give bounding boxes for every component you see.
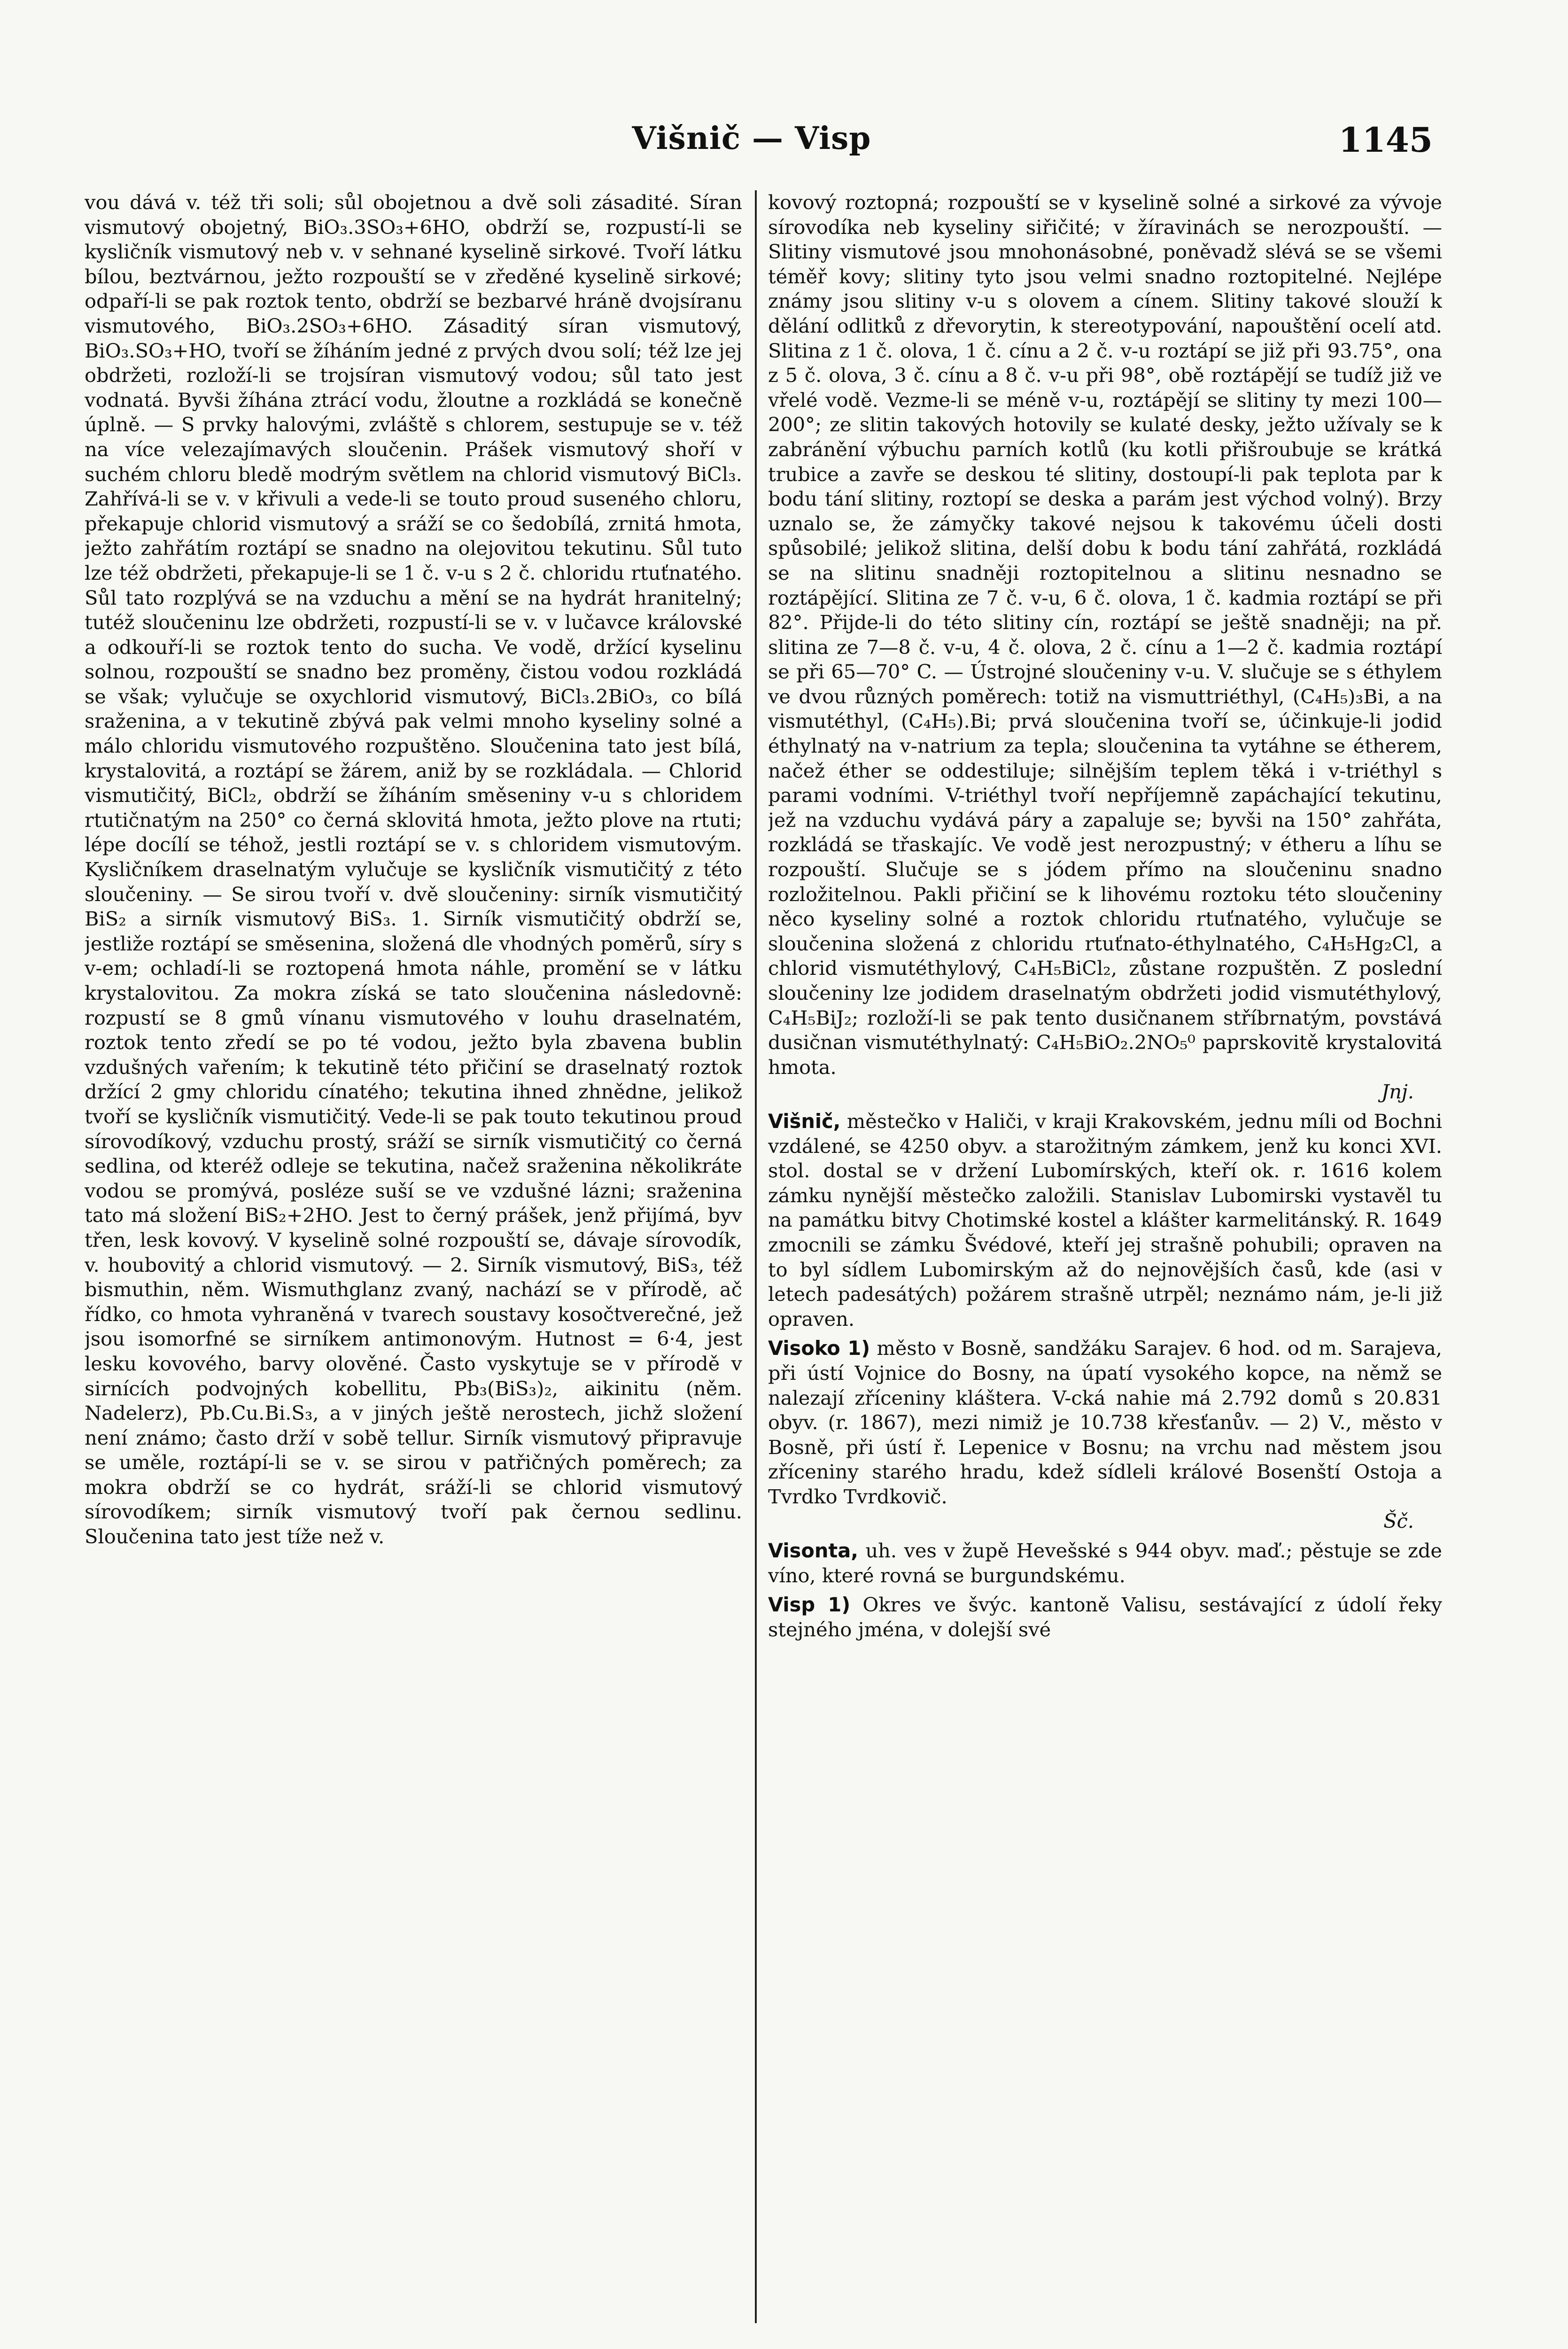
right-column: [768, 190, 1442, 2323]
entry-visnic: [768, 1109, 1442, 1331]
running-title: Višnič — Visp: [632, 120, 871, 156]
left-column: [85, 190, 742, 2323]
page-number: 1145: [1338, 120, 1433, 160]
entry-visoko: [768, 1336, 1442, 1534]
author-signature: Jnj.: [1381, 1080, 1414, 1104]
entry-text: městečko v Haliči, v kraji Krakovském, jednu míli od Bochni vzdálené, se 4250 obyv. a starožitným zámkem, jenž ku konci XVI. stol. dostal se v držení Lubomírských, kteří ok. r. 1616 kolem zámku nynější městečko založili. Stanislav Lubomirski vystavěl tu na památku bitvy Chotimské kostel a klášter karmelitánský. R. 1649 zmocnili se zámku Švédové, kteří jej strašně pohubili; opraven na to byl sídlem Lubomirským až do nejnovějších časů, kde (asi v letech padesátých) požárem strašně utrpěl; neznámo nám, je-li již opraven.: [768, 1109, 1442, 1330]
entry-headword: Visonta,: [768, 1539, 858, 1563]
page-header: [70, 120, 1433, 171]
entry-text: uh. ves v župě Hevešské s 944 obyv. maď.; pěstuje se zde víno, které rovná se burgundskému.: [768, 1539, 1442, 1587]
entry-visp: [768, 1593, 1442, 1642]
entry-vismut-continued: [768, 190, 1442, 1104]
author-signature: Šč.: [1383, 1509, 1414, 1533]
entry-headword: Višnič,: [768, 1109, 841, 1133]
entry-vismut-text: kovový roztopná; rozpouští se v kyselině solné a sirkové za vývoje sírovodíka neb kyseliny siřičité; v žíravinách se nerozpouští. — Slitiny vismutové jsou mnohonásobné, poněvadž slévá se se všemi téměř kovy; slitiny tyto jsou velmi snadno roztopitelné. Nejlépe známy jsou slitiny v-u s olovem a cínem. Slitiny takové slouží k dělání odlitků z dřevorytin, k stereotypování, napouštění ocelí atd. Slitina z 1 č. olova, 1 č. cínu a 2 č. v-u roztápí se již při 93.75°, ona z 5 č. olova, 3 č. cínu a 8 č. v-u při 98°, obě roztápějí se tudíž již ve vřelé vodě. Vezme-li se méně v-u, roztápějí se slitiny ty mezi 100—200°; ze slitin takových hotovily se kulaté desky, ježto užívaly se k zabránění výbuchu parních kotlů (ku kotli přišroubuje se krátká trubice a zavře se deskou té slitiny, dostoupí-li pak teplota par k bodu tání slitiny, roztopí se deska a parám jest východ volný). Brzy uznalo se, že zámyčky takové nejsou k takovému účeli dosti spůsobilé; jelikož slitina, delší dobu k bodu tání zahřátá, rozkládá se na slitinu snadněji roztopitelnou a slitinu nesnadno se roztápějící. Slitina ze 7 č. v-u, 6 č. olova, 1 č. kadmia roztápí se při 82°. Přijde-li do této slitiny cín, roztápí se ještě snadněji; na př. slitina ze 7—8 č. v-u, 4 č. olova, 2 č. cínu a 1—2 č. kadmia roztápí se při 65—70° C. — Ústrojné sloučeniny v-u. V. slučuje se s éthylem ve dvou různých poměrech: totiž na vismuttriéthyl, (C₄H₅)₃Bi, a na vismutéthyl, (C₄H₅).Bi; prvá sloučenina tvoří se, účinkuje-li jodid éthylnatý na v-natrium za tepla; sloučenina ta vytáhne se étherem, načež éther se oddestiluje; silnějším teplem těká i v-triéthyl s parami vodními. V-triéthyl tvoří nepříjemně zapáchající tekutinu, jež na vzduchu vydává páry a zapaluje se; byvši na 150° zahřáta, rozkládá se třaskajíc. Ve vodě jest nerozpustný; v étheru a líhu se rozpouští. Slučuje se s jódem přímo na sloučeninu snadno rozložitelnou. Pakli přičiní se k lihovému roztoku této sloučeniny něco kyseliny solné a roztok chloridu rtuťnatého, vylučuje se sloučenina složená z chloridu rtuťnato-éthylnatého, C₄H₅Hg₂Cl, a chlorid vismutéthylový, C₄H₅BiCl₂, zůstane rozpuštěn. Z poslední sloučeniny lze jodidem draselnatým obdržeti jodid vismutéthylový, C₄H₅BiJ₂; rozloží-li se pak tento dusičnanem stříbrnatým, povstává dusičnan vismutéthylnatý: C₄H₅BiO₂.2NO₅⁰ paprskovitě krystalovitá hmota.: [768, 191, 1442, 1079]
entry-headword: Visoko 1): [768, 1337, 870, 1360]
entry-text: město v Bosně, sandžáku Sarajev. 6 hod. od m. Sarajeva, při ústí Vojnice do Bosny, na úpatí vysokého kopce, na němž se nalezají zříceniny kláštera. V-cká nahie má 2.792 domů s 20.831 obyv. (r. 1867), mezi nimiž je 10.738 křesťanův. — 2) V., město v Bosně, při ústí ř. Lepenice v Bosnu; na vrchu nad městem jsou zříceniny starého hradu, kdež sídleli králové Bosenští Ostoja a Tvrdko Tvrdkovič.: [768, 1337, 1442, 1508]
left-column-text: vou dává v. též tři soli; sůl obojetnou a dvě soli zásadité. Síran vismutový obojetný, BiO₃.3SO₃+6HO, obdrží se, rozpustí-li se kysličník vismutový neb v. v sehnané kyselině sirkové. Tvoří látku bílou, beztvárnou, ježto rozpouští se v zředěné kyselině sirkové; odpaří-li se pak roztok tento, obdrží se bezbarvé hráně dvojsíranu vismutového, BiO₃.2SO₃+6HO. Zásaditý síran vismutový, BiO₃.SO₃+HO, tvoří se žíháním jedné z prvých dvou solí; též lze jej obdržeti, rozloží-li se trojsíran vismutový vodou; sůl tato jest vodnatá. Byvši žíhána ztrácí vodu, žloutne a rozkládá se konečně úplně. — S prvky halovými, zvláště s chlorem, sestupuje se v. též na více velezajímavých sloučenin. Prášek vismutový shoří v suchém chloru bledě modrým světlem na chlorid vismutový BiCl₃. Zahřívá-li se v. v křivuli a vede-li se touto proud suseného chloru, překapuje chlorid vismutový a sráží se co šedobílá, zrnitá hmota, ježto zahřátím roztápí se snadno na olejovitou tekutinu. Sůl tuto lze též obdržeti, překapuje-li se 1 č. v-u s 2 č. chloridu rtuťnatého. Sůl tato rozplývá se na vzduchu a mění se na hydrát hranitelný; tutéž sloučeninu lze obdržeti, rozpustí-li se v. v lučavce královské a odkouří-li se roztok tento do sucha. Ve vodě, držící kyselinu solnou, rozpouští se snadno bez proměny, čistou vodou rozkládá se však; vylučuje se oxychlorid vismutový, BiCl₃.2BiO₃, co bílá sraženina, a v tekutině zbývá pak velmi mnoho kyseliny solné a málo chloridu vismutového rozpuštěno. Sloučenina tato jest bílá, krystalovitá, a roztápí se žárem, aniž by se rozkládala. — Chlorid vismutičitý, BiCl₂, obdrží se žíháním směseniny v-u s chloridem rtutičnatým na 250° co černá sklovitá hmota, ježto plove na rtuti; lépe docílí se téhož, jestli roztápí se v. s chloridem vismutovým. Kysličníkem draselnatým vylučuje se kysličník vismutičitý z této sloučeniny. — Se sirou tvoří v. dvě sloučeniny: sirník vismutičitý BiS₂ a sirník vismutový BiS₃. 1. Sirník vismutičitý obdrží se, jestliže roztápí se směsenina, složená dle vhodných poměrů, síry s v-em; ochladí-li se roztopená hmota náhle, promění se v látku krystalovitou. Za mokra získá se tato sloučenina následovně: rozpustí se 8 gmů vínanu vismutového v louhu draselnatém, roztok tento zředí se po té vodou, ježto byla zbavena bublin vzdušných vařením; k tekutině této přičiní se draselnatý roztok držící 2 gmy chloridu cínatého; tekutina ihned zhnědne, jelikož tvoří se kysličník vismutičitý. Vede-li se pak touto tekutinou proud sírovodíkový, vzduchu prostý, sráží se sirník vismutičitý co černá sedlina, od kteréž odleje se tekutina, načež sraženina několikráte vodou se promývá, posléze suší se ve vzdušné lázni; sraženina tato má složení BiS₂+2HO. Jest to černý prášek, jenž přijímá, byv třen, lesk kovový. V kyselině solné rozpouští se, dávaje sírovodík, v. houbovitý a chlorid vismutový. — 2. Sirník vismutový, BiS₃, též bismuthin, něm. Wismuthglanz zvaný, nachází se v přírodě, ač řídko, co hmota vyhraněná v tvarech soustavy kosočtverečné, jež jsou isomorfné se sirníkem antimonovým. Hutnost = 6·4, jest lesku kovového, barvy olověné. Často vyskytuje se v přírodě v sirnících podvojných kobellitu, Pb₃(BiS₃)₂, aikinitu (něm. Nadelerz), Pb.Cu.Bi.S₃, a v jiných ještě nerostech, jichž složení není známo; často drží v sobě tellur. Sirník vismutový připravuje se uměle, roztápí-li se v. se sirou v patřičných poměrech; za mokra obdrží se co hydrát, sráží-li se chlorid vismutový sírovodíkem; sirník vismutový tvoří pak černou sedlinu. Sloučenina tato jest tíže než v.: [85, 191, 742, 1548]
entry-visonta: [768, 1539, 1442, 1588]
column-divider: [755, 190, 757, 2323]
entry-headword: Visp 1): [768, 1593, 851, 1617]
entry-text: Okres ve švýc. kantoně Valisu, sestávající z údolí řeky stejného jména, v dolejší své: [768, 1593, 1442, 1641]
